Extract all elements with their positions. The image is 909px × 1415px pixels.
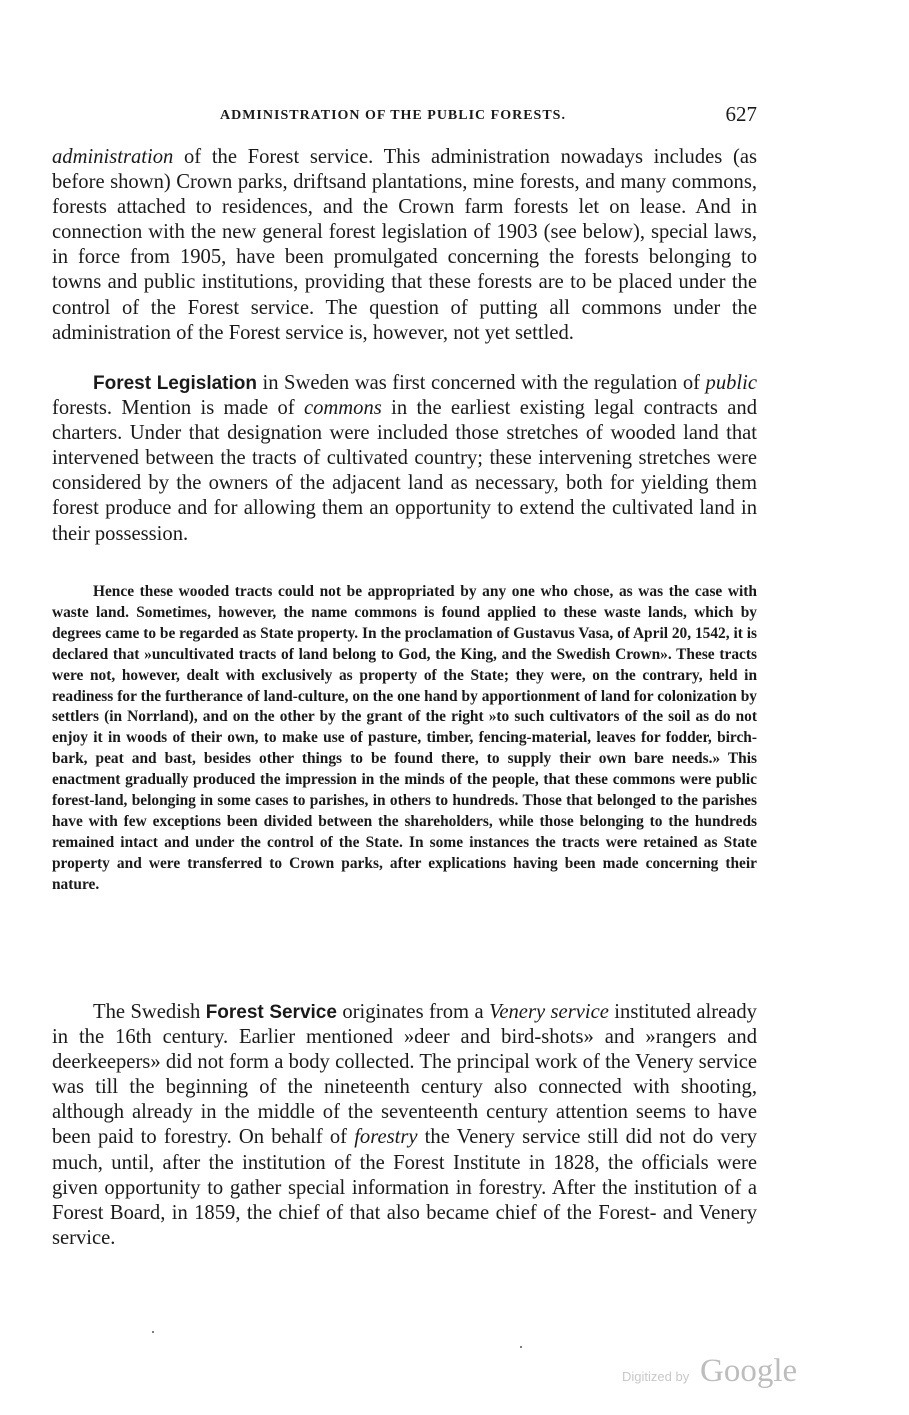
italic-administration: administration (52, 146, 174, 168)
scan-speck (152, 1331, 154, 1333)
paragraph-3-text-b: originates from a (336, 1001, 490, 1023)
paragraph-1-text: of the Forest service. This administration nowadays includes (as before shown) Crown parks, driftsand plantations, mine forests, and many commons, forests attached to residences, and the Crown farm forests let on lease. And in connection with the new general forest legislation of 1903 (see below), special laws, in force from 1905, have been promulgated concerning the forests belonging to towns and public institutions, providing that these forests are to be placed under the control of the Forest service. The question of putting all commons under the administration of the Forest service is, however, not yet settled. (52, 146, 757, 344)
digitized-watermark (622, 1353, 812, 1393)
page-number: 627 (725, 102, 757, 126)
paragraph-2-text-b: forests. Mention is made of (52, 397, 304, 420)
italic-venery-service: Venery service (489, 1001, 609, 1023)
paragraph-2-text-a: in Sweden was first concerned with the regulation of (257, 372, 706, 394)
italic-commons: commons (303, 397, 382, 420)
italic-forestry: forestry (354, 1126, 418, 1149)
paragraph-forest-legislation (52, 371, 757, 547)
running-title: ADMINISTRATION OF THE PUBLIC FORESTS. (220, 108, 566, 123)
digitized-by-text: Digitized by (622, 1369, 690, 1384)
heading-forest-service: Forest Service (205, 1002, 337, 1023)
paragraph-small-print: Hence these wooded tracts could not be appropriated by any one who chose, as was the case with waste land. Sometimes, however, the name commons is found applied to these waste lands, which by degrees came to be regarded as State property. In the proclamation of Gustavus Vasa, of April 20, 1542, it is declared that »uncultivated tracts of land belong to God, the King, and the Swedish Crown». These tracts were not, however, dealt with exclusively as property of the State; they were, on the contrary, held in readiness for the furtherance of land-culture, on the one hand by apportionment of land for colonization by settlers (in Norrland), and on the other by the grant of the right »to such cultivators of the soil as do not enjoy it in woods of their own, to make use of pasture, timber, fencing-material, leaves for fodder, birch-bark, peat and bast, besides other things to be found there, to supply their own bare needs.» This enactment gradually produced the impression in the minds of the people, that these commons were public forest-land, belonging in some cases to parishes, in others to hundreds. Those that belonged to the parishes have with few exceptions been divided between the shareholders, while those belonging to the hundreds remained intact and under the control of the State. In some instances the tracts were retained as State property and were transferred to Crown parks, after explications having been made concerning their nature. (52, 583, 757, 893)
paragraph-3-text-c: instituted already in the 16th century. Earlier mentioned »deer and bird-shots» and »rangers and deerkeepers» did not form a body collected. The principal work of the Venery service was till the beginning of the nineteenth century also connected with shooting, although already in the middle of the seventeenth century attention seems to have been paid to forestry. On behalf of (52, 1001, 757, 1149)
heading-forest-legislation: Forest Legislation (93, 373, 257, 394)
paragraph-forest-service (52, 1000, 757, 1251)
paragraph-administration (52, 145, 757, 346)
paragraph-2-text-c: in the earliest existing legal contracts and charters. Under that designation were included those stretches of wooded land that intervened between the tracts of cultivated country; these intervening stretches were considered by the owners of the adjacent land as necessary, both for yielding them forest produce and for allowing them an opportunity to extend the cultivated land in their possession. (52, 397, 757, 545)
page-header (52, 100, 757, 130)
paragraph-3-text-a: The Swedish (93, 1001, 206, 1023)
paragraph-3-text-d: the Venery service still did not do very much, until, after the institution of the Forest Institute in 1828, the officials were given opportunity to gather special information in forestry. After the institution of a Forest Board, in 1859, the chief of that also became chief of the Forest- and Venery service. (52, 1126, 758, 1249)
google-logo: Google (700, 1353, 798, 1389)
scan-speck (520, 1346, 522, 1348)
italic-public: public (705, 372, 757, 394)
